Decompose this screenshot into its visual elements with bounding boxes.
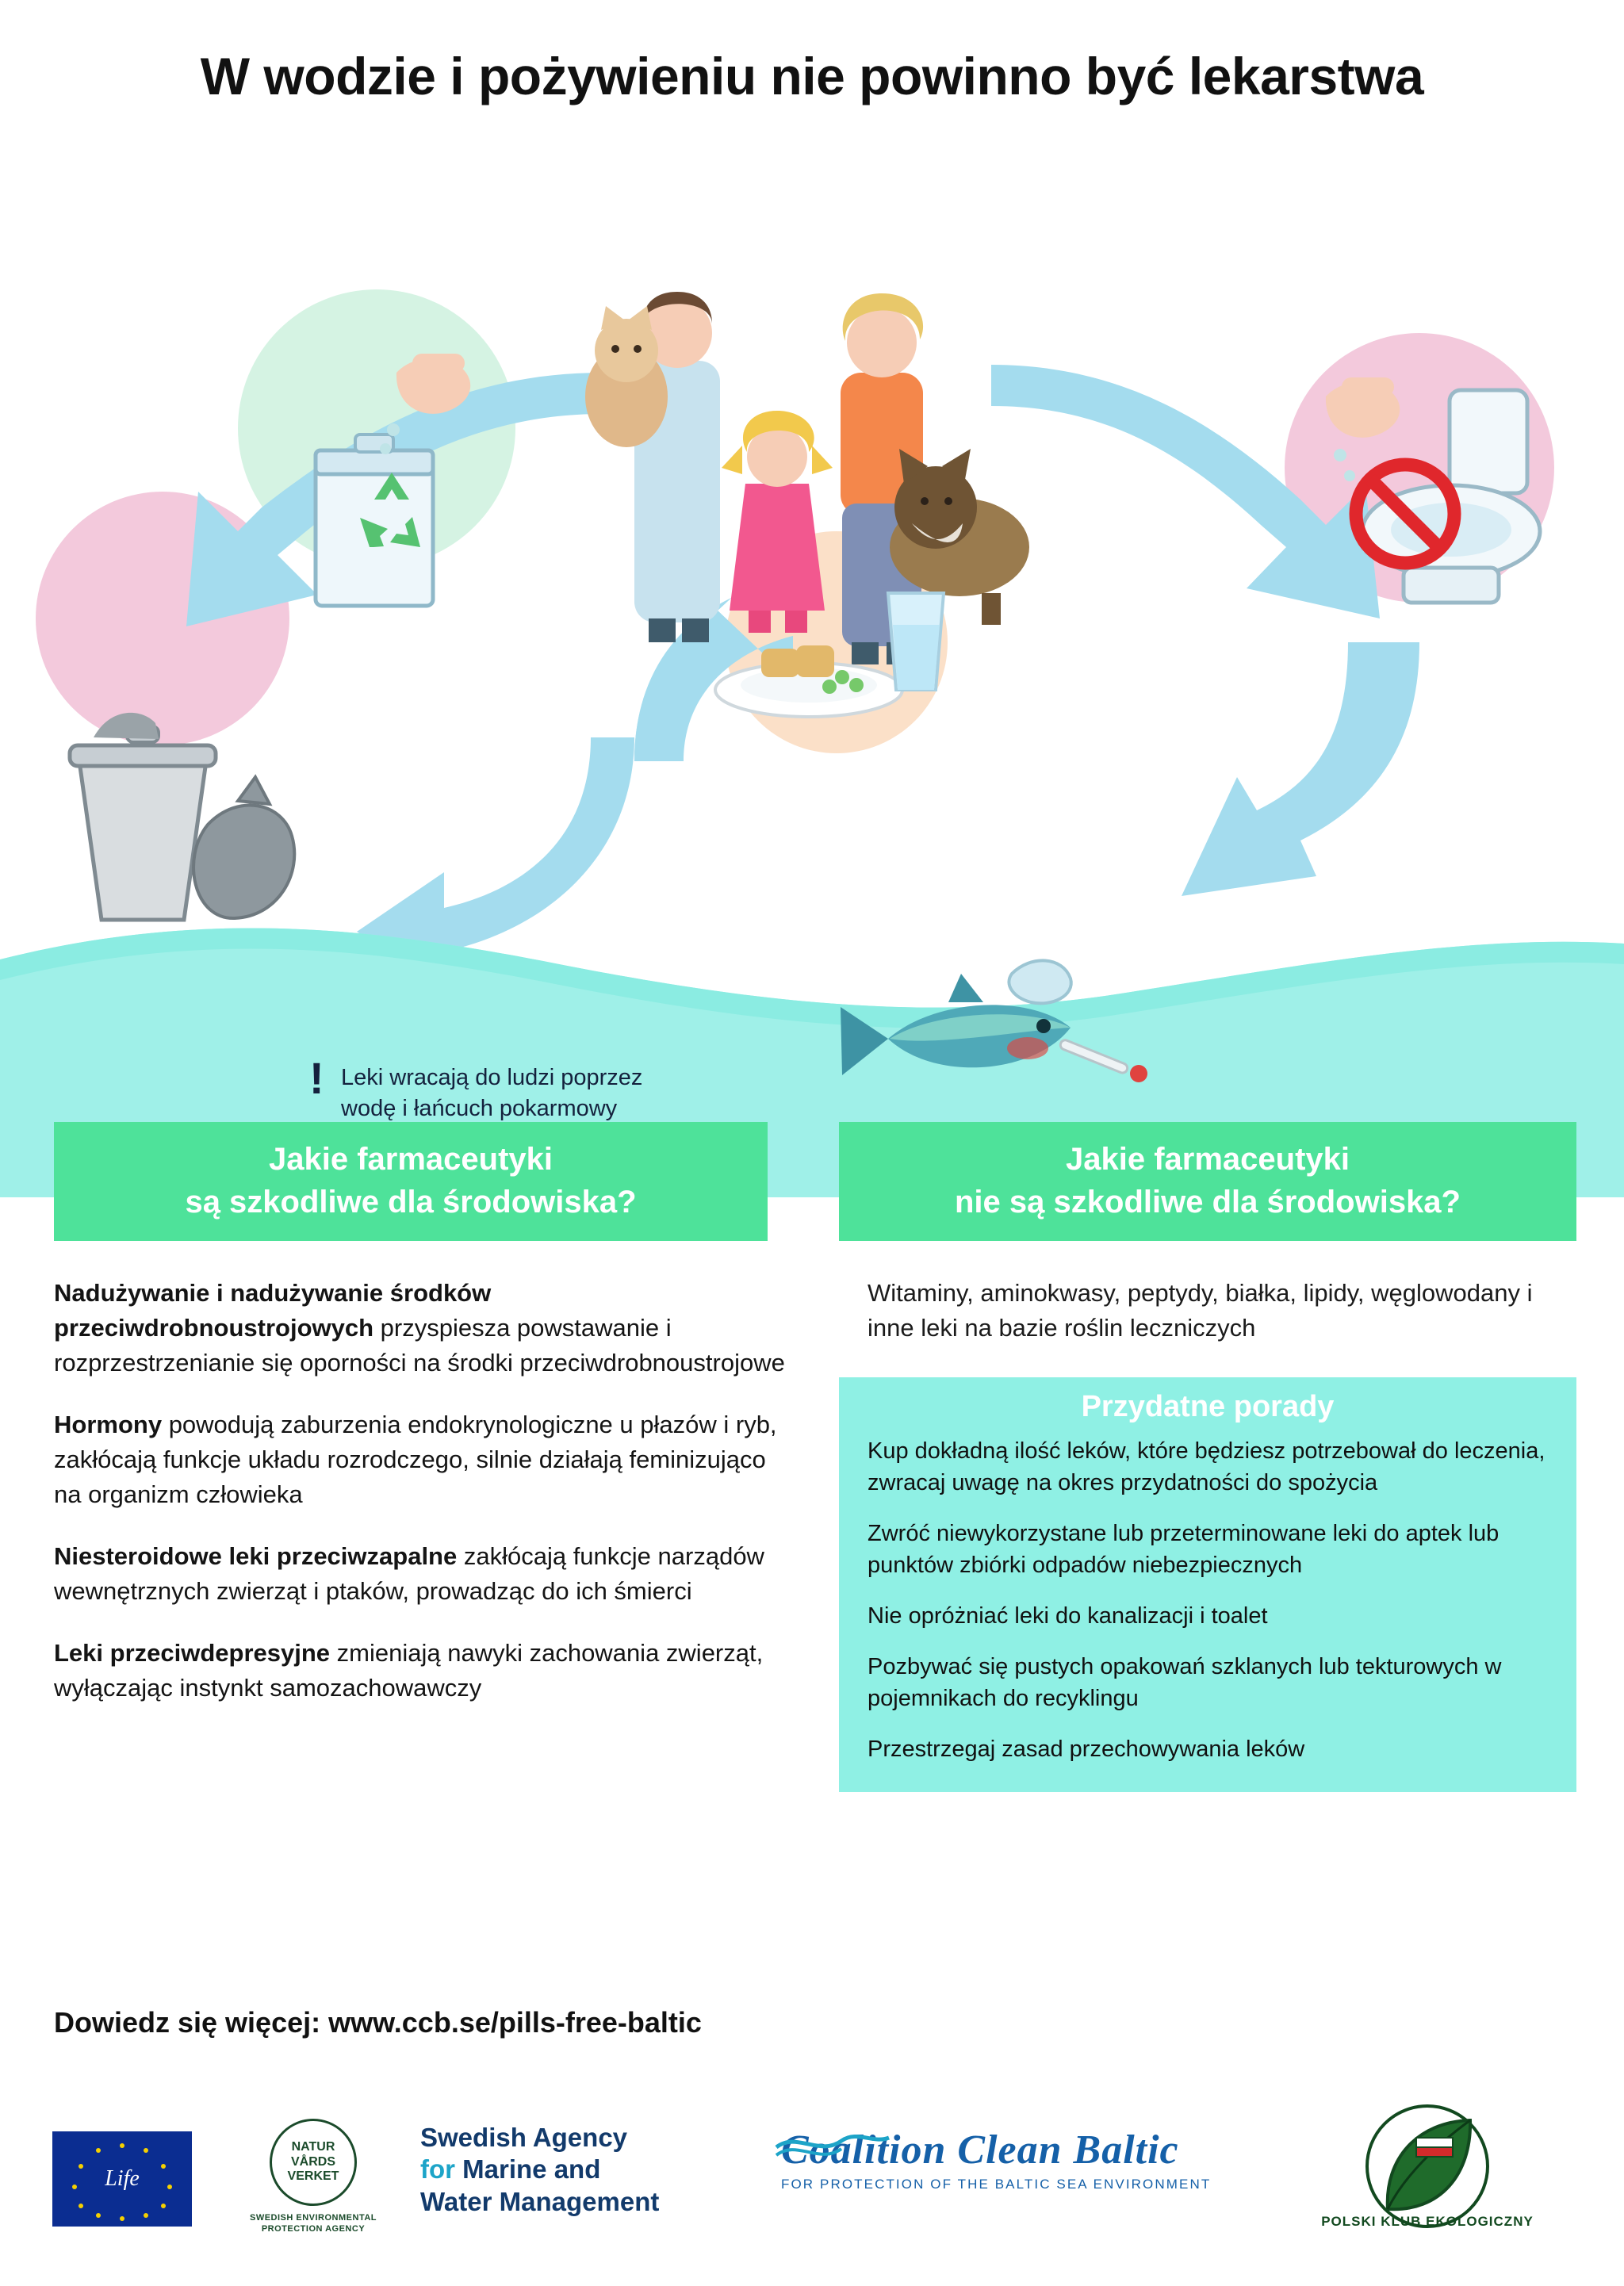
arrow-toilet-to-water <box>1182 642 1419 896</box>
harmful-heading <box>54 1122 768 1241</box>
harmful-item <box>54 1539 791 1609</box>
swam-logo <box>420 2122 730 2218</box>
eu-life-logo <box>52 2131 192 2227</box>
harmful-item-term: Nadużywanie i nadużywanie środków przeciwdrobnoustrojowych <box>54 1279 492 1342</box>
harmful-item <box>54 1407 791 1512</box>
ccb-wave-icon <box>773 2130 892 2157</box>
harmful-body <box>54 1276 791 1706</box>
water-caption-line2: wodę i łańcuch pokarmowy <box>341 1096 618 1122</box>
harmful-item-text: przyspiesza powstawanie i rozprzestrzenianie się oporności na środki przeciwdrobnoustrojowe <box>54 1314 785 1377</box>
water-glass-icon <box>888 593 944 690</box>
page-title: W wodzie i pożywieniu nie powinno być lekarstwa <box>200 47 1424 105</box>
tip-item: Pozbywać się pustych opakowań szklanych lub tekturowych w pojemnikach do recyklingu <box>868 1654 1502 1712</box>
tip-item: Kup dokładną ilość leków, które będziesz potrzebował do leczenia, zwracaj uwagę na okres przydatności do spożycia <box>868 1438 1545 1496</box>
naturvardsverket-logo <box>238 2119 389 2235</box>
pke-logo <box>1308 2101 1546 2244</box>
nv-line2: VÅRDS <box>290 2154 335 2169</box>
tip-item: Zwróć niewykorzystane lub przeterminowane leki do aptek lub punktów zbiórki odpadów niebezpiecznych <box>868 1521 1500 1579</box>
ccb-name: Coalition Clean Baltic <box>781 2127 1179 2173</box>
harmful-column <box>54 1122 791 1706</box>
swam-line2-for: for <box>420 2154 455 2185</box>
learn-more-link[interactable]: Dowiedz się więcej: www.ccb.se/pills-free-baltic <box>54 2006 702 2039</box>
useful-tips-title: Przydatne porady <box>1081 1390 1335 1424</box>
harmless-heading <box>839 1122 1576 1241</box>
naturvardsverket-mark <box>270 2119 357 2206</box>
harmful-item-term: Leki przeciwdepresyjne <box>54 1639 331 1668</box>
nv-line3: VERKET <box>287 2169 339 2184</box>
child-figure <box>722 411 833 633</box>
nv-sub-line1: SWEDISH ENVIRONMENTAL <box>249 2213 377 2223</box>
ccb-logo <box>781 2127 1273 2192</box>
harmful-item-text: powodują zaburzenia endokrynologiczne u płazów i ryb, zakłócają funkcje układu rozrodczego, silnie działają feminizująco na organizm człowieka <box>54 1411 777 1509</box>
water-caption <box>341 1063 833 1124</box>
harmless-intro: Witaminy, aminokwasy, peptydy, białka, lipidy, węglowodany i inne leki na bazie roślin leczniczych <box>868 1279 1533 1342</box>
swam-line3: Water Management <box>420 2186 660 2216</box>
harmful-item-term: Hormony <box>54 1411 163 1439</box>
eu-life-label: Life <box>105 2166 140 2191</box>
trash-bin-icon <box>70 713 294 920</box>
family-icon <box>585 292 1029 664</box>
harmless-heading-line1: Jakie farmaceutyki <box>1065 1142 1350 1177</box>
water-caption-line1: Leki wracają do ludzi poprzez <box>341 1065 643 1090</box>
nv-line1: NATUR <box>291 2140 335 2154</box>
logo-row <box>0 2093 1624 2252</box>
tip-item: Przestrzegaj zasad przechowywania leków <box>868 1737 1305 1763</box>
harmful-heading-line2: są szkodliwe dla środowiska? <box>185 1185 637 1220</box>
harmful-item <box>54 1636 791 1706</box>
pke-label: POLSKI KLUB EKOLOGICZNY <box>1321 2214 1534 2229</box>
harmful-item <box>54 1276 791 1380</box>
harmless-column <box>839 1122 1576 1792</box>
swam-line2-wrap <box>420 2154 730 2185</box>
useful-tips-box <box>839 1377 1576 1792</box>
warning-exclamation: ! <box>309 1053 324 1103</box>
ccb-subtitle: FOR PROTECTION OF THE BALTIC SEA ENVIRONMENT <box>781 2177 1212 2192</box>
swam-line1: Swedish Agency <box>420 2123 628 2152</box>
nv-sub-line2: PROTECTION AGENCY <box>261 2224 366 2234</box>
illustration-svg <box>0 135 1624 1197</box>
swam-line2-rest: Marine and <box>462 2154 601 2185</box>
harmless-heading-line2: nie są szkodliwe dla środowiska? <box>955 1185 1461 1220</box>
tip-item: Nie opróżniać leki do kanalizacji i toalet <box>868 1603 1268 1629</box>
naturvardsverket-subtitle <box>238 2212 389 2235</box>
cycle-illustration <box>0 135 1624 1122</box>
harmful-item-text: zakłócają funkcje narządów wewnętrznych zwierząt i ptaków, prowadząc do ich śmierci <box>54 1542 764 1606</box>
harmful-item-text: zmieniają nawyki zachowania zwierząt, wyłączając instynkt samozachowawczy <box>54 1639 764 1702</box>
harmful-heading-line1: Jakie farmaceutyki <box>268 1142 553 1177</box>
harmful-item-term: Niesteroidowe leki przeciwzapalne <box>54 1542 458 1571</box>
